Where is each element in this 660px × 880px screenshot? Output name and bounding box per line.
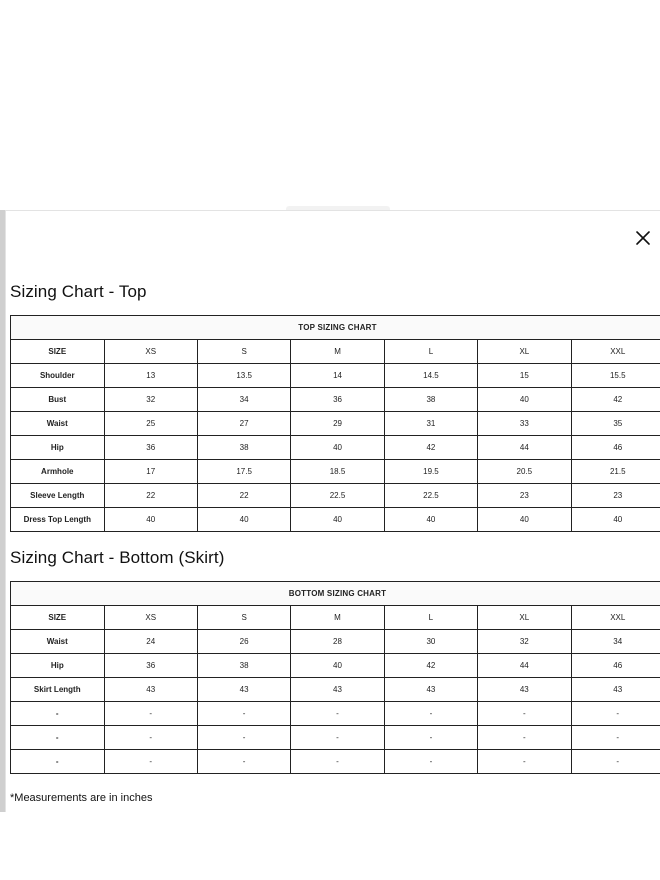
table-title-row [11,582,660,606]
table-cell: 35 [571,412,660,436]
table-cell: 40 [478,508,571,532]
top-sizing-table [10,315,660,532]
table-cell: - [291,750,384,774]
table-cell: 22 [104,484,197,508]
table-cell: 46 [571,654,660,678]
table-cell: 42 [571,388,660,412]
table-cell: 38 [197,436,290,460]
table-cell: 44 [478,436,571,460]
table-title: BOTTOM SIZING CHART [11,582,660,606]
table-cell: 22 [197,484,290,508]
row-label: Armhole [11,460,105,484]
table-cell: - [478,750,571,774]
table-cell: 42 [384,654,477,678]
header-cell: S [197,606,290,630]
table-cell: 42 [384,436,477,460]
table-row [11,630,660,654]
table-cell: 40 [384,508,477,532]
row-label: - [11,702,105,726]
table-cell: 23 [478,484,571,508]
row-label: Bust [11,388,105,412]
table-cell: - [384,702,477,726]
table-cell: 31 [384,412,477,436]
table-cell: 43 [104,678,197,702]
header-cell: XS [104,340,197,364]
table-cell: 40 [291,508,384,532]
table-cell: 17 [104,460,197,484]
header-cell: SIZE [11,606,105,630]
table-row [11,388,660,412]
row-label: Waist [11,630,105,654]
table-cell: 46 [571,436,660,460]
header-cell: XXL [571,606,660,630]
table-cell: - [197,726,290,750]
table-cell: 17.5 [197,460,290,484]
table-cell: - [571,750,660,774]
header-cell: SIZE [11,340,105,364]
table-cell: 40 [291,436,384,460]
table-cell: 38 [384,388,477,412]
table-cell: - [104,702,197,726]
table-cell: 43 [197,678,290,702]
close-button[interactable] [634,229,652,247]
table-cell: 26 [197,630,290,654]
table-cell: 24 [104,630,197,654]
table-cell: - [197,750,290,774]
row-label: Shoulder [11,364,105,388]
table-row [11,436,660,460]
table-row [11,412,660,436]
table-cell: 13.5 [197,364,290,388]
row-label: Skirt Length [11,678,105,702]
table-cell: 40 [104,508,197,532]
table-row [11,484,660,508]
header-cell: XL [478,340,571,364]
table-cell: 34 [197,388,290,412]
table-header-row [11,340,660,364]
header-cell: XXL [571,340,660,364]
table-row [11,654,660,678]
table-cell: 40 [571,508,660,532]
close-icon [634,229,652,247]
table-cell: 43 [291,678,384,702]
header-cell: M [291,606,384,630]
table-row [11,508,660,532]
row-label: Waist [11,412,105,436]
header-cell: XL [478,606,571,630]
table-cell: 36 [291,388,384,412]
bottom-sizing-table [10,581,660,774]
table-cell: 28 [291,630,384,654]
table-cell: 14.5 [384,364,477,388]
table-cell: 43 [478,678,571,702]
table-cell: 23 [571,484,660,508]
table-cell: 40 [478,388,571,412]
table-cell: 15.5 [571,364,660,388]
row-label: Hip [11,436,105,460]
size-chart-modal [5,210,660,812]
table-cell: 36 [104,654,197,678]
table-cell: 43 [571,678,660,702]
table-row [11,364,660,388]
table-cell: 38 [197,654,290,678]
header-cell: M [291,340,384,364]
page-backdrop-bottom [0,812,660,880]
row-label: Sleeve Length [11,484,105,508]
table-cell: - [291,726,384,750]
table-cell: 40 [291,654,384,678]
table-cell: 43 [384,678,477,702]
table-cell: 29 [291,412,384,436]
row-label: Dress Top Length [11,508,105,532]
table-row [11,678,660,702]
table-cell: 36 [104,436,197,460]
table-cell: 21.5 [571,460,660,484]
table-cell: 30 [384,630,477,654]
table-cell: 22.5 [384,484,477,508]
table-cell: 20.5 [478,460,571,484]
table-cell: 13 [104,364,197,388]
header-cell: L [384,340,477,364]
table-title: TOP SIZING CHART [11,316,660,340]
table-row [11,460,660,484]
row-label: Hip [11,654,105,678]
table-cell: - [384,750,477,774]
table-cell: 32 [478,630,571,654]
row-label: - [11,750,105,774]
table-title-row [11,316,660,340]
table-cell: 18.5 [291,460,384,484]
top-section-title: Sizing Chart - Top [10,282,147,301]
page-backdrop-top [0,0,660,210]
table-cell: 44 [478,654,571,678]
table-cell: 34 [571,630,660,654]
table-header-row [11,606,660,630]
table-cell: - [197,702,290,726]
table-cell: - [104,750,197,774]
table-cell: 25 [104,412,197,436]
bottom-section-title: Sizing Chart - Bottom (Skirt) [10,548,225,567]
header-cell: XS [104,606,197,630]
table-cell: - [478,702,571,726]
table-cell: 32 [104,388,197,412]
table-cell: - [478,726,571,750]
table-row [11,750,660,774]
table-cell: - [291,702,384,726]
table-row [11,726,660,750]
table-cell: - [571,726,660,750]
table-cell: - [571,702,660,726]
table-row [11,702,660,726]
table-cell: 40 [197,508,290,532]
table-cell: 33 [478,412,571,436]
table-cell: - [384,726,477,750]
row-label: - [11,726,105,750]
measurement-note: *Measurements are in inches [10,792,153,804]
table-cell: 27 [197,412,290,436]
table-cell: 19.5 [384,460,477,484]
table-cell: 15 [478,364,571,388]
table-cell: 22.5 [291,484,384,508]
header-cell: L [384,606,477,630]
table-cell: 14 [291,364,384,388]
table-cell: - [104,726,197,750]
header-cell: S [197,340,290,364]
